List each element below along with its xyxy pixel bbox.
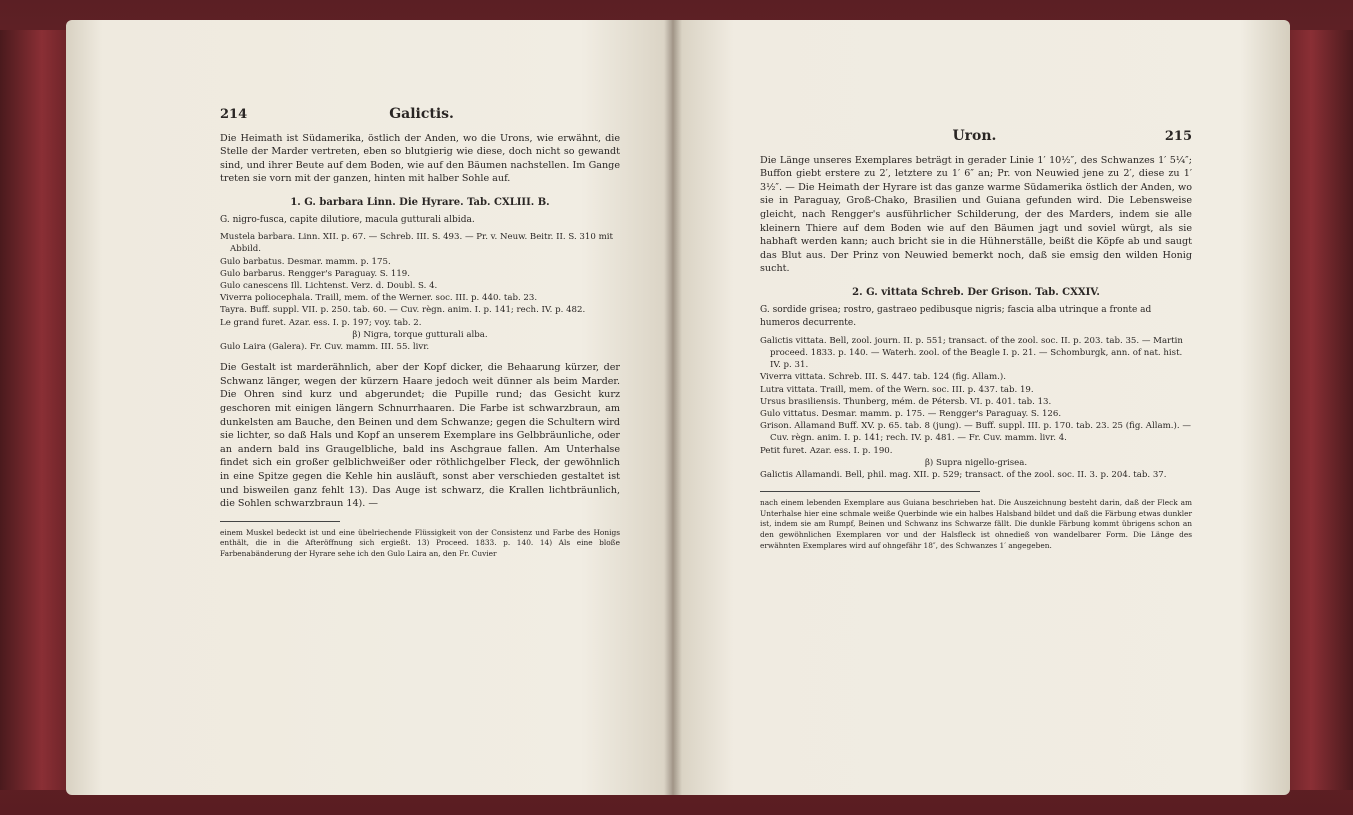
left-running-head bbox=[220, 108, 620, 122]
right-footnote: nach einem lebenden Exemplare aus Guiana beschrieben hat. Die Auszeichnung besteht darin, daß der Fleck am Unterhalse hier eine schmale weiße Querbinde wie ein halbes Halsband bildet und daß die Färbung etwas dunkler ist, indem sie am Rumpf, Beinen und Schwanz ins Schwarze fällt. Die dunkle Färbung kommt übrigens schon an den gewöhnlichen Exemplaren vor und der Halsfleck ist ohnedieß von wandelbarer Form. Die Länge des erwähnten Exemplares wird auf ohngefähr 18″, des Schwanzes 1′ angegeben. bbox=[760, 498, 1192, 550]
right-synonym: Petit furet. Azar. ess. I. p. 190. bbox=[760, 445, 893, 456]
right-synonym: Galictis vittata. Bell, zool. journ. II. p. 551; transact. of the zool. soc. II. p. 203. tab. 35. — Martin proceed. 1833. p. 140. — Waterh. zool. of the Beagle I. p. 21. — Schomburgk, ann. of nat. hist. IV. p. 31. bbox=[760, 335, 1183, 371]
left-synonym: Gulo Laira (Galera). Fr. Cuv. mamm. III. 55. livr. bbox=[220, 341, 430, 352]
left-synonym: Viverra poliocephala. Traill, mem. of the Werner. soc. III. p. 440. tab. 23. bbox=[220, 293, 538, 304]
left-synonym: Gulo barbatus. Desmar. mamm. p. 175. bbox=[220, 256, 391, 267]
right-synonym: Galictis Allamandi. Bell, phil. mag. XII. p. 529; transact. of the zool. soc. II. 3. p. 204. tab. 37. bbox=[760, 469, 1167, 480]
left-species-heading: 1. G. barbara Linn. Die Hyrare. Tab. CXLIII. B. bbox=[290, 196, 550, 208]
left-page-content bbox=[220, 108, 620, 560]
right-species-heading: 2. G. vittata Schreb. Der Grison. Tab. CXXIV. bbox=[852, 286, 1100, 298]
right-diagnosis: G. sordide grisea; rostro, gastraeo pedibusque nigris; fascia alba utrinque a fronte ad humeros decurrente. bbox=[760, 304, 1152, 329]
left-running-title: Galictis. bbox=[389, 106, 454, 122]
left-synonym: Mustela barbara. Linn. XII. p. 67. — Schreb. III. S. 493. — Pr. v. Neuw. Beitr. II. S. 310 mit Abbild. bbox=[220, 232, 613, 255]
left-description-paragraph: Die Gestalt ist marderähnlich, aber der Kopf dicker, die Behaarung kürzer, der Schwanz länger, wegen der kürzern Haare jedoch weit dünner als beim Marder. Die Ohren sind kurz und abgerundet; die Pupille rund; das Gesicht kurz geschoren mit einigen längern Schnurrhaaren. Die Farbe ist schwarzbraun, am dunkelsten am Bauche, den Beinen und dem Schwanze; gegen die Schultern wird sie lichter, so daß Hals und Kopf an unserem Exemplare ins Gelbbräunliche, oder an andern bald ins Graugelbliche, bald ins Aschgraue fallen. Am Unterhalse findet sich ein großer gelblichweißer oder röthlichgelber Fleck, der gewöhnlich in eine Spitze gegen die Kehle hin ausläuft, sonst aber verschieden gestaltet ist und bisweilen ganz fehlt 13). Das Auge ist schwarz, die Krallen lichtbräunlich, die Sohlen schwarzbraun 14). — bbox=[220, 362, 620, 510]
left-footnote: einem Muskel bedeckt ist und eine übelriechende Flüssigkeit von der Consistenz und Farbe des Honigs enthält, die in die Afteröffnung sich ergießt. 13) Proceed. 1833. p. 140. 14) Als eine bloße Farbenabänderung der Hyrare sehe ich den Gulo Laira an, den Fr. Cuvier bbox=[220, 527, 620, 558]
left-synonym: Gulo barbarus. Rengger's Paraguay. S. 119. bbox=[220, 268, 410, 279]
right-synonym: Grison. Allamand Buff. XV. p. 65. tab. 8 (jung). — Buff. suppl. III. p. 170. tab. 23. 25 (fig. Allam.). — Cuv. règn. anim. I. p. 141; rech. IV. p. 481. — Fr. Cuv. mamm. livr. 4. bbox=[760, 421, 1191, 444]
right-running-title: Uron. bbox=[952, 128, 997, 144]
left-synonym: β) Nigra, torque gutturali alba. bbox=[352, 329, 488, 340]
left-synonym: Tayra. Buff. suppl. VII. p. 250. tab. 60. — Cuv. règn. anim. I. p. 141; rech. IV. p. 482. bbox=[220, 305, 586, 316]
right-footnote-rule bbox=[760, 491, 980, 492]
left-synonym: Le grand furet. Azar. ess. I. p. 197; voy. tab. 2. bbox=[220, 317, 422, 328]
cover-edge-left bbox=[0, 30, 70, 790]
right-synonym: Gulo vittatus. Desmar. mamm. p. 175. — Rengger's Paraguay. S. 126. bbox=[760, 408, 1062, 419]
right-synonym: Viverra vittata. Schreb. III. S. 447. tab. 124 (fig. Allam.). bbox=[760, 372, 1006, 383]
book-gutter bbox=[664, 20, 682, 795]
right-running-head bbox=[760, 130, 1192, 144]
left-page-number: 214 bbox=[220, 107, 248, 122]
right-page-number: 215 bbox=[1164, 129, 1192, 144]
left-intro-paragraph: Die Heimath ist Südamerika, östlich der Anden, wo die Urons, wie erwähnt, die Stelle der Marder vertreten, eben so blutgierig wie diese, doch nicht so gewandt sind, und ihrer Beute auf dem Boden, wie auf den Bäumen nachstellen. Im Gange treten sie vorn mit der ganzen, hinten mit halber Sohle auf. bbox=[220, 132, 620, 185]
right-page-content bbox=[760, 130, 1192, 551]
left-synonym: Gulo canescens Ill. Lichtenst. Verz. d. Doubl. S. 4. bbox=[220, 280, 438, 291]
left-diagnosis: G. nigro-fusca, capite dilutiore, macula gutturali albida. bbox=[220, 214, 475, 225]
left-footnote-rule bbox=[220, 521, 340, 522]
right-synonym: Ursus brasiliensis. Thunberg, mém. de Pétersb. VI. p. 401. tab. 13. bbox=[760, 396, 1052, 407]
right-synonym: Lutra vittata. Traill, mem. of the Wern. soc. III. p. 437. tab. 19. bbox=[760, 384, 1034, 395]
right-intro-paragraph: Die Länge unseres Exemplares beträgt in gerader Linie 1′ 10½″, des Schwanzes 1′ 5¼″; Buffon giebt erstere zu 2′, letztere zu 1′ 6″ an; Pr. von Neuwied jene zu 2′, diese zu 1′ 3½″. — Die Heimath der Hyrare ist das ganze warme Südamerika östlich der Anden, wo sie in Paraguay, Groß-Chako, Brasilien und Guiana gefunden wird. Die Lebensweise gleicht, nach Rengger's ausführlicher Schilderung, der des Marders, indem sie alle kleinern Thiere auf dem Boden wie auf den Bäumen jagt und soviel würgt, als sie habhaft werden kann; auch bricht sie in die Hühnerställe, beißt die Köpfe ab und saugt das Blut aus. Der Prinz von Neuwied bemerkt noch, daß sie emsig den wilden Honig sucht. bbox=[760, 154, 1192, 275]
right-synonym: β) Supra nigello-grisea. bbox=[924, 457, 1028, 468]
cover-edge-right bbox=[1283, 30, 1353, 790]
